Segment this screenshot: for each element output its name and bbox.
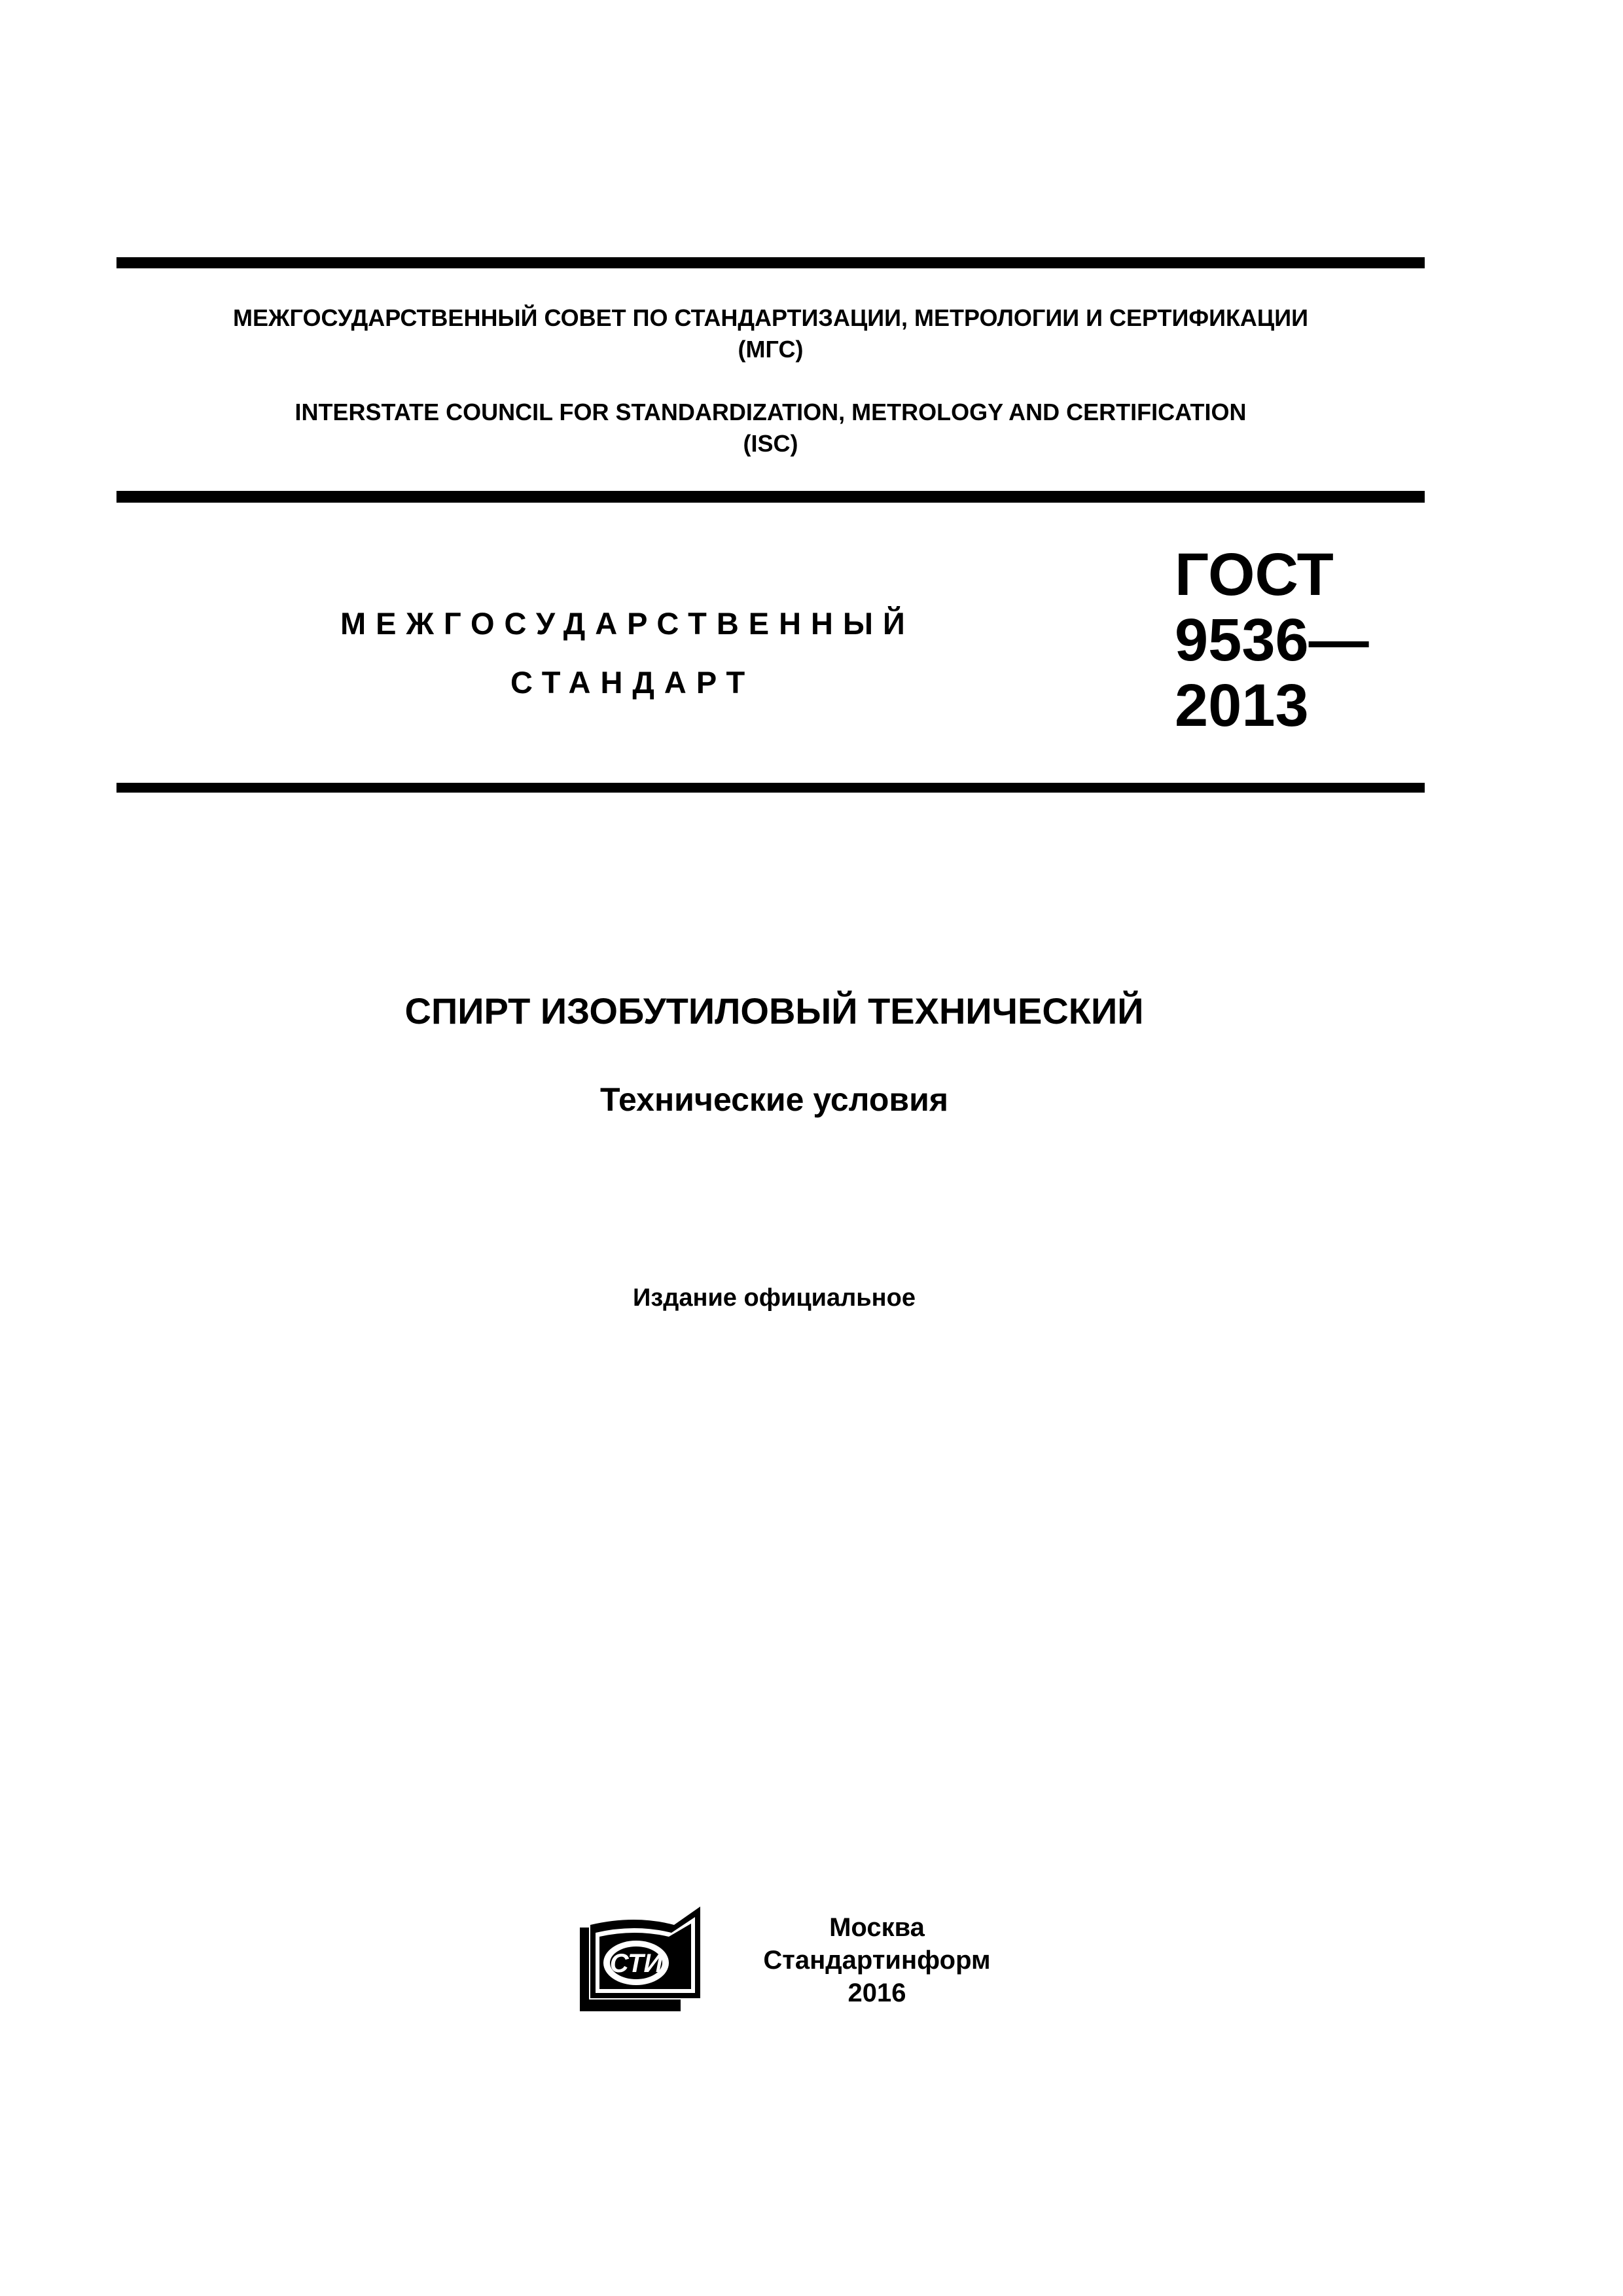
gost-number: 9536—: [1175, 607, 1369, 673]
council-abbr-en: (ISC): [743, 430, 798, 457]
imprint-city: Москва: [829, 1913, 925, 1942]
document-subtitle: Технические условия: [599, 1081, 949, 1118]
imprint: [733, 1911, 1021, 2009]
council-name-en: INTERSTATE COUNCIL FOR STANDARDIZATION, METROLOGY AND CERTIFICATION: [294, 399, 1247, 425]
standard-kind: [340, 594, 929, 712]
gost-designation: [1175, 542, 1369, 738]
standard-kind-line-1: МЕЖГОСУДАРСТВЕННЫЙ: [340, 606, 915, 641]
document-title: СПИРТ ИЗОБУТИЛОВЫЙ ТЕХНИЧЕСКИЙ: [404, 990, 1144, 1031]
council-name-ru-block: [116, 302, 1425, 365]
gost-year: 2013: [1175, 672, 1309, 739]
edition-note: Издание официальное: [633, 1284, 916, 1312]
standartinform-logo-icon: [576, 1901, 707, 2014]
standard-kind-line-2: СТАНДАРТ: [510, 665, 755, 700]
gost-prefix: ГОСТ: [1175, 541, 1334, 608]
council-name-en-block: [116, 397, 1425, 459]
top-divider: [116, 257, 1425, 268]
council-name-ru: МЕЖГОСУДАРСТВЕННЫЙ СОВЕТ ПО СТАНДАРТИЗАЦИИ, МЕТРОЛОГИИ И СЕРТИФИКАЦИИ: [233, 304, 1308, 331]
middle-divider: [116, 491, 1425, 503]
council-abbr-ru: (МГС): [738, 336, 804, 363]
imprint-year: 2016: [847, 1979, 906, 2007]
bottom-divider: [116, 783, 1425, 793]
imprint-publisher: Стандартинформ: [763, 1946, 991, 1975]
logo-text: СТИ: [609, 1949, 663, 1978]
